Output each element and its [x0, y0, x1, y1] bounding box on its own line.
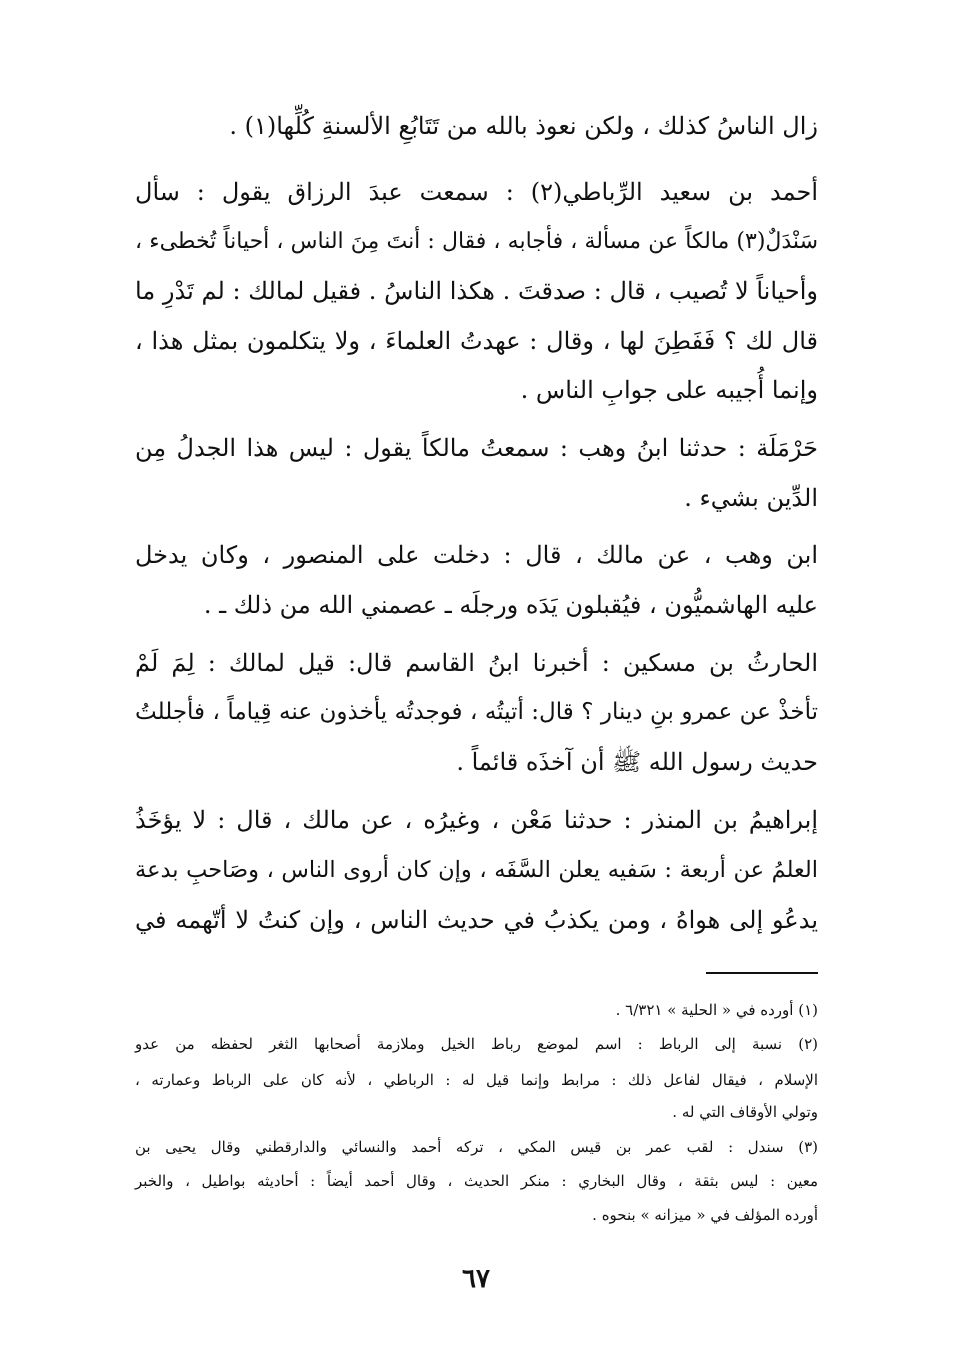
body-line: تأخذْ عن عمرو بنِ دينار ؟ قال: أتيتُه ، فوجدتُه يأخذون عنه قِياماً ، فأجللتُ — [135, 699, 818, 725]
footnote-line: (١) أورده في « الحلية » ٦/٣٢١ . — [615, 1001, 818, 1019]
body-line: قال لك ؟ فَفَطِنَ لها ، وقال : عهدتُ العلماءَ ، ولا يتكلمون بمثل هذا ، — [135, 327, 818, 355]
body-line: الحارثُ بن مسكين : أخبرنا ابنُ القاسم قال: قيل لمالك : لِمَ لَمْ — [135, 649, 818, 677]
body-line: إبراهيمُ بن المنذر : حدثنا مَعْن ، وغيرُه ، عن مالك ، قال : لا يؤخَذُ — [135, 806, 818, 834]
body-line: ابن وهب ، عن مالك ، قال : دخلت على المنصور ، وكان يدخل — [135, 541, 818, 569]
body-line: وأحياناً لا تُصيب ، قال : صدقتَ . هكذا الناسُ . فقيل لمالك : لم تَدْرِ ما — [135, 277, 818, 305]
body-line: يدعُو إلى هواهُ ، ومن يكذبُ في حديث الناس ، وإن كنتُ لا أتّهمه في — [135, 906, 818, 934]
footnote-line: الإسلام ، فيقال لفاعل ذلك : مرابط وإنما قيل له : الرباطي ، لأنه كان على الرباط وعمارته ، — [135, 1071, 818, 1089]
body-line: زال الناسُ كذلك ، ولكن نعوذ بالله من تَتَابُعِ الألسنةِ كُلِّها(١) . — [229, 112, 818, 140]
footnote-line: معين : ليس بثقة ، وقال البخاري : منكر الحديث ، وقال أحمد أيضاً : أحاديثه بواطيل ، والخبر — [135, 1172, 818, 1190]
footnote-separator — [706, 972, 818, 974]
body-line: سَنْدَلٌ(٣) مالكاً عن مسألة ، فأجابه ، فقال : أنتَ مِنَ الناس ، أحياناً تُخطىء ، — [135, 229, 818, 254]
body-line: عليه الهاشميُّون ، فيُقبلون يَدَه ورجلَه ـ عصمني الله من ذلك ـ . — [203, 591, 818, 619]
body-line: وإنما أُجيبه على جوابِ الناس . — [520, 376, 818, 404]
body-line: أحمد بن سعيد الرِّباطي(٢) : سمعت عبدَ الرزاق يقول : سأل — [135, 178, 818, 206]
body-line: حَرْمَلَة : حدثنا ابنُ وهب : سمعتُ مالكاً يقول : ليس هذا الجدلُ مِن — [135, 434, 818, 462]
footnote-line: وتولي الأوقاف التي له . — [672, 1103, 818, 1121]
footnote-line: أورده المؤلف في « ميزانه » بنحوه . — [592, 1206, 818, 1224]
footnote-line: (٣) سندل : لقب عمر بن قيس المكي ، تركه أحمد والنسائي والدارقطني وقال يحيى بن — [135, 1138, 818, 1156]
page-number: ٦٧ — [462, 1264, 490, 1294]
body-line: حديث رسول الله ﷺ أن آخذَه قائماً . — [456, 748, 818, 776]
body-line: الدِّين بشيء . — [684, 484, 818, 512]
footnote-line: (٢) نسبة إلى الرباط : اسم لموضع رباط الخيل وملازمة أصحابها الثغر لحفظه من عدو — [135, 1035, 818, 1053]
body-line: العلمُ عن أربعة : سَفيه يعلن السَّفَه ، وإن كان أروى الناس ، وصَاحبِ بدعة — [135, 857, 818, 883]
